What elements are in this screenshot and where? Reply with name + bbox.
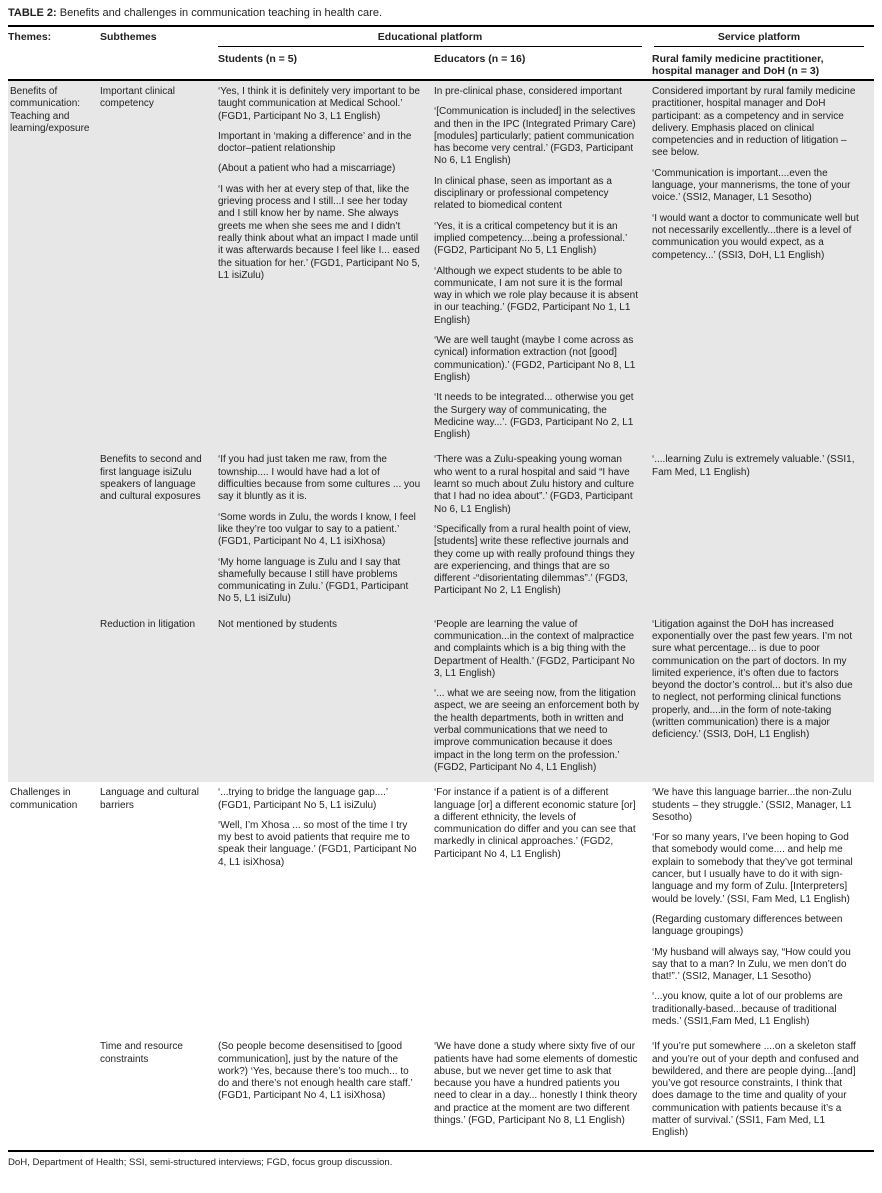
educational-platform-label: Educational platform bbox=[218, 31, 642, 47]
col-group-educational-platform bbox=[218, 26, 652, 49]
service-cell: ‘Litigation against the DoH has increased exponentially over the past few years. I’m not sure what percentage... is due to poor communication on the part of doctors. In my limited experience, it’s often due to factors beyond the doctor’s control... but it’s also due to neglect, not performing clinical functions properly, and....in the form of note-taking (written communication) there is a major deficiency.’ (SSI3, DoH, L1 English) bbox=[652, 614, 874, 783]
col-header-service-group: Rural family medicine practitioner, hospital manager and DoH (n = 3) bbox=[652, 53, 824, 77]
table-title-text: Benefits and challenges in communication teaching in health care. bbox=[59, 7, 383, 19]
table-row bbox=[8, 1036, 874, 1147]
subtheme-cell: Important clinical competency bbox=[100, 80, 218, 449]
students-cell: ‘If you had just taken me raw, from the township.... I would have had a lot of difficulties because from some cultures ... you say it bluntly as it is. ‘Some words in Zulu, the words I know, I feel like they’re too vulgar to say to a patient.’ (FGD1, Participant No 4, L1 isiXhosa) ‘My home language is Zulu and I say that shamefully because I still have problems communicating in Zulu.’ (FGD1, Participant No 5, L1 isiZulu) bbox=[218, 449, 434, 613]
col-header-subthemes: Subthemes bbox=[100, 31, 157, 43]
table-row bbox=[8, 782, 874, 1036]
subtheme-cell: Reduction in litigation bbox=[100, 614, 218, 783]
educators-cell: ‘For instance if a patient is of a different language [or] a different economic stature [or] a different ethnicity, the levels of communication do differ and you can see that markedly in clinical approaches.’ (FGD2, Participant No 4, L1 English) bbox=[434, 787, 636, 860]
service-cell: Considered important by rural family medicine practitioner, hospital manager and DoH participant: as a competency and in service delivery. Emphasis placed on clinical competencies and in reduction of litigation – see below. ‘Communication is important....even the language, your mannerisms, the tone of your voice.’ (SSI2, Manager, L1 Sesotho) ‘I would want a doctor to communicate well but not necessarily excellently...there is a level of communication you would expect, as a competency...’ (SSI3, DoH, L1 English) bbox=[652, 80, 874, 449]
students-cell: ‘Yes, I think it is definitely very important to be taught communication at Medical School.’ (FGD1, Participant No 3, L1 English) Important in ‘making a difference’ and in the doctor–patient relationship (About a patient who had a miscarriage) ‘I was with her at every step of that, like the grieving process and I still...I see her today and I still know her by name. She always greets me when she sees me and I didn’t really think about what an impact I made until it was afterwards because I feel like I... eased the situation for her.’ (FGD1, Participant No 5, L1 isiZulu) bbox=[218, 80, 434, 449]
theme-cell-challenges: Challenges in communication bbox=[10, 787, 78, 811]
table-row bbox=[8, 449, 874, 613]
students-cell: (So people become desensitised to [good communication], just by the nature of the work?) ‘Yes, because there’s too much... to do and there’s not enough health care staff.’ (FGD1, Participant No 4, L1 isiXhosa) bbox=[218, 1041, 413, 1102]
table-number-label: TABLE 2: bbox=[8, 7, 57, 19]
table-header bbox=[8, 26, 874, 80]
educators-cell: ‘People are learning the value of communication...in the context of malpractice and complaints which is a big thing with the Department of Health.’ (FGD2, Participant No 3, L1 English) ‘... what we are seeing now, from the litigation aspect, we are seeing an enforcement both by the health departments, both in written and verbal communications that we need to improve communication because it does impact in the long term on the profession.’ (FGD2, Participant No 4, L1 English) bbox=[434, 614, 652, 783]
service-cell: ‘....learning Zulu is extremely valuable.’ (SSI1, Fam Med, L1 English) bbox=[652, 449, 874, 613]
subtheme-cell: Benefits to second and first language isiZulu speakers of language and cultural exposures bbox=[100, 449, 218, 613]
col-header-themes: Themes: bbox=[8, 31, 52, 43]
table-title bbox=[8, 7, 874, 20]
students-cell: ‘...trying to bridge the language gap....’ (FGD1, Participant No 5, L1 isiZulu) ‘Well, I’m Xhosa ... so most of the time I try my best to avoid patients that require me to speak their language.’ (FGD1, Participant No 4, L1 isiXhosa) bbox=[218, 787, 417, 868]
educators-cell: ‘We have done a study where sixty five of our patients have had some elements of domestic abuse, but we never get time to ask that because you have a hundred patients you need to clear in a day... honestly I think theory and practice at the moment are two different things.’ (FGD, Participant No 8, L1 English) bbox=[434, 1041, 638, 1127]
educators-cell: ‘There was a Zulu-speaking young woman who went to a rural hospital and said “I have learnt so much about Zulu history and culture that I had no idea about”.’ (FGD3, Participant No 6, L1 English) ‘Specifically from a rural health point of view, [students] write these reflective journals and they come up with really profound things they are experiencing, and things that are so different -“disorientating dilemmas”.’ (FGD3, Participant No 2, L1 English) bbox=[434, 449, 652, 613]
table-footnote: DoH, Department of Health; SSI, semi-structured interviews; FGD, focus group discussion. bbox=[8, 1156, 393, 1168]
header-row-groups bbox=[8, 26, 874, 49]
educators-cell: In pre-clinical phase, considered important ‘[Communication is included] in the selectives and then in the IPC (Integrated Primary Care) [modules] particularly; patient communication has become very central.’ (FGD3, Participant No 6, L1 English) In clinical phase, seen as important as a disciplinary or professional competency related to biomedical content ‘Yes, it is a critical competency but it is an implied competency....being a professional.’ (FGD2, Participant No 5, L1 English) ‘Although we expect students to be able to communicate, I am not sure it is the formal way in which we role play because it is absent in our teaching.’ (FGD2, Participant No 1, L1 English) ‘We are well taught (maybe I come across as cynical) information extraction (not [good] communication).’ (FGD2, Participant No 8, L1 English) ‘It needs to be integrated... otherwise you get the Surgery way of communicating, the Medicine way...’. (FGD3, Participant No 2, L1 English) bbox=[434, 80, 652, 449]
service-platform-label: Service platform bbox=[654, 31, 864, 47]
benefits-challenges-table bbox=[8, 25, 874, 1148]
students-cell: Not mentioned by students bbox=[218, 614, 434, 783]
table-row bbox=[8, 80, 874, 449]
service-cell: ‘We have this language barrier...the non-Zulu students – they struggle.’ (SSI2, Manager, L1 Sesotho) ‘For so many years, I’ve been hoping to God that somebody would come.... and help me explain to somebody that they’ve got terminal cancer, but I usually have to do it with sign-language and my form of Zulu. [Interpreters] would be lovely.’ (SSI, Fam Med, L1 English) (Regarding customary differences between language groupings) ‘My husband will always say, “How could you say that to a man? In Zulu, we men don’t do that!”.’ (SSI2, Manager, L1 Sesotho) ‘...you know, quite a lot of our problems are traditionally-based...because of traditional meds.’ (SSI1,Fam Med, L1 English) bbox=[652, 787, 853, 1027]
subtheme-cell: Language and cultural barriers bbox=[100, 787, 199, 811]
col-header-educators: Educators (n = 16) bbox=[434, 53, 526, 65]
col-header-students: Students (n = 5) bbox=[218, 53, 298, 65]
col-group-service-platform bbox=[652, 26, 874, 49]
table-row bbox=[8, 614, 874, 783]
theme-cell-benefits: Benefits of communication: Teaching and learning/exposure bbox=[8, 80, 100, 782]
subtheme-cell: Time and resource constraints bbox=[100, 1041, 183, 1065]
service-cell: ‘If you’re put somewhere ....on a skeleton staff and you’re out of your depth and confused and bewildered, and there are people dying...[and] you’ve got resource constraints, I think that does damage to the time and quality of your communication with patients because it’s a matter of survival.’ (SSI1, Fam Med, L1 English) bbox=[652, 1041, 859, 1139]
